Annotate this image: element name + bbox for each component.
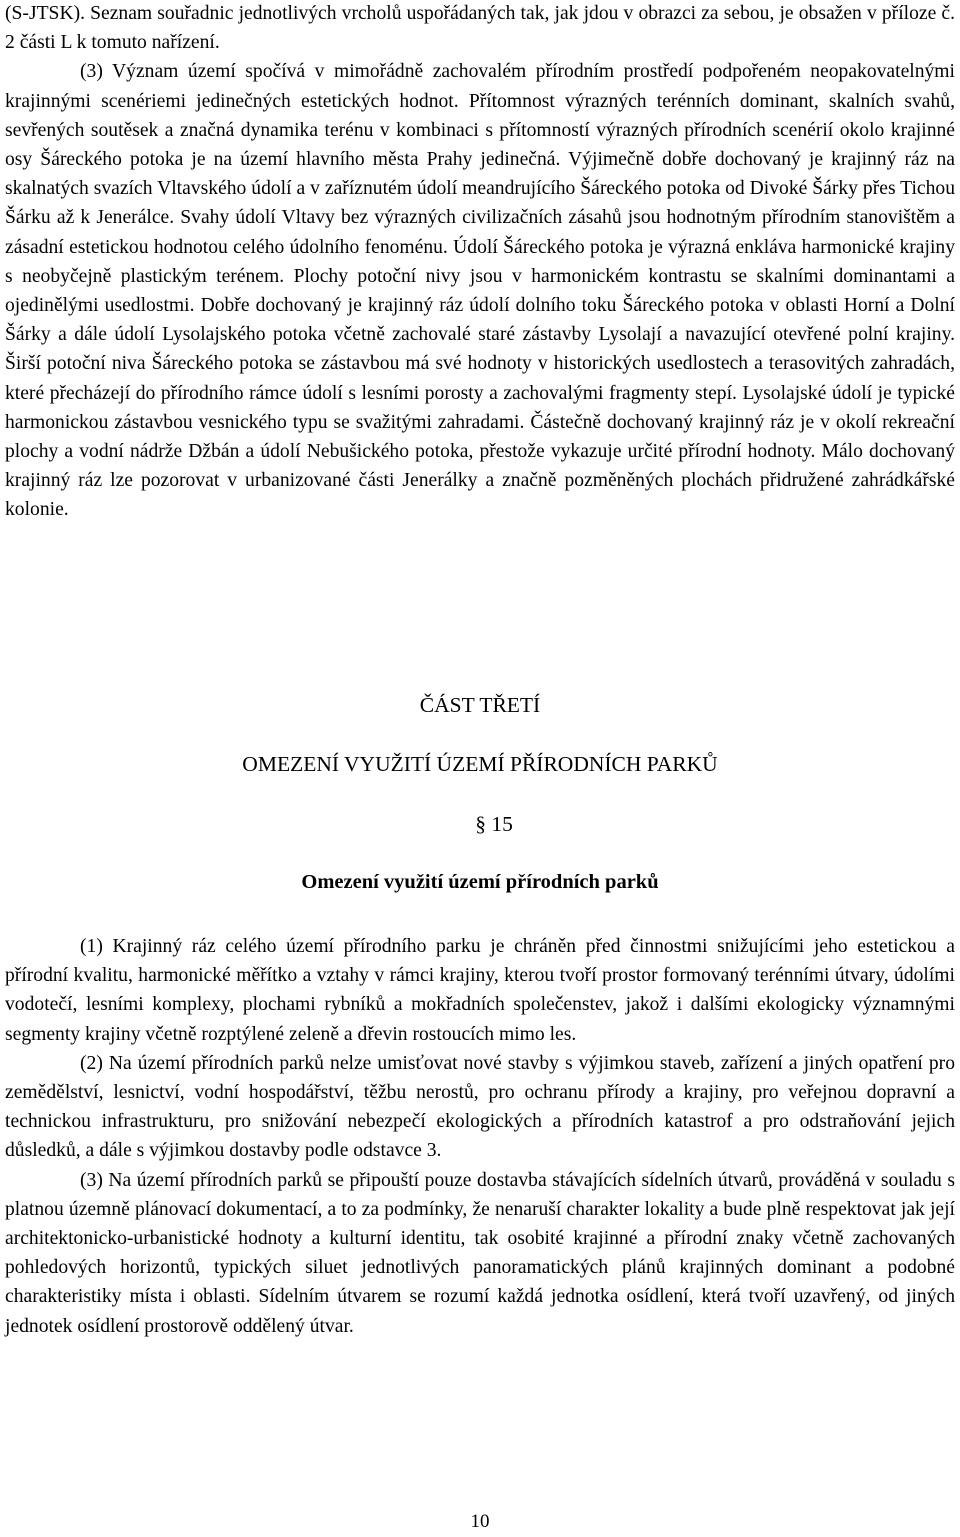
section-paragraph-1: (1) Krajinný ráz celého území přírodního parku je chráněn před činnostmi snižujícími jeho estetickou a přírodní kvalitu, harmonické měřítko a vztahy v rámci krajiny, kterou tvoří prostor formovaný terénními útvary, údolími vodotečí, lesními komplexy, plochami rybníků a mokřadních společenstev, jakož i dalšími ekologicky významnými segmenty krajiny včetně rozptýlené zeleně a dřevin rostoucích mimo les. [5, 936, 955, 1045]
opening-paragraphs [5, 0, 955, 525]
page-number: 10 [470, 1511, 490, 1532]
paragraph-continuation: (S-JTSK). Seznam souřadnic jednotlivých vrcholů uspořádaných tak, jak jdou v obrazci za sebou, je obsažen v příloze č. 2 části L k tomuto nařízení. [5, 3, 955, 54]
section-title: Omezení využití území přírodních parků [301, 871, 659, 893]
section-paragraph-3: (3) Na území přírodních parků se připouští pouze dostavba stávajících sídelních útvarů, prováděná v souladu s platnou územně plánovací dokumentací, a to za podmínky, že nenaruší charakter lokality a bude plně respektovat jak její architektonicko-urbanistické hodnoty a kulturní identitu, tak osobité krajinné a přírodní znaky včetně zachovaných pohledových horizontů, typických siluet jednotlivých panoramatických plánů krajinných dominant a podobné charakteristiky místa i oblasti. Sídelním útvarem se rozumí každá jednotka osídlení, která tvoří uzavřený, od jiných jednotek osídlení prostorově oddělený útvar. [5, 1169, 955, 1337]
paragraph-3-significance: (3) Význam území spočívá v mimořádně zachovalém přírodním prostředí podpořeném neopakovatelnými krajinnými scenériemi jedinečných estetických hodnot. Přítomnost výrazných terénních dominant, skalních svahů, sevřených soutěsek a značná dynamika terénu v kombinaci s přítomností výrazných přírodních scenérií okolo krajinné osy Šáreckého potoka je na území hlavního města Prahy jedinečná. Výjimečně dobře dochovaný je krajinný ráz na skalnatých svazích Vltavského údolí a v zaříznutém údolí meandrujícího Šáreckého potoka od Divoké Šárky přes Tichou Šárku až k Jenerálce. Svahy údolí Vltavy bez výrazných civilizačních zásahů jsou hodnotným přírodním stanovištěm a zásadní estetickou hodnotou celého údolního fenoménu. Údolí Šáreckého potoka je výrazná enkláva harmonické krajiny s neobyčejně plastickým terénem. Plochy potoční nivy jsou v harmonickém kontrastu se skalními dominantami a ojedinělými usedlostmi. Dobře dochovaný je krajinný ráz údolí dolního toku Šáreckého potoka v oblasti Horní a Dolní Šárky a dále údolí Lysolajského potoka včetně zachovalé staré zástavby Lysolají a navazující otevřené polní krajiny. Širší potoční niva Šáreckého potoka se zástavbou má své hodnoty v historických usedlostech a terasovitých zahradách, které přecházejí do přírodního rámce údolí s lesními porosty a zachovalými fragmenty stepí. Lysolajské údolí je typické harmonickou zástavbou vesnického typu se svažitými zahradami. Částečně dochovaný krajinný ráz je v okolí rekreační plochy a vodní nádrže Džbán a údolí Nebušického potoka, přestože vykazuje určité přírodní hodnoty. Málo dochovaný krajinný ráz lze pozorovat v urbanizované části Jenerálky a značně pozměněných plochách přidružené zahrádkářské kolonie. [5, 61, 955, 521]
section-number: § 15 [475, 812, 513, 836]
section-paragraphs [5, 932, 955, 1341]
section-paragraph-2: (2) Na území přírodních parků nelze umisťovat nové stavby s výjimkou staveb, zařízení a jiných opatření pro zemědělství, lesnictví, vodní hospodářství, těžbu nerostů, pro ochranu přírody a krajiny, pro veřejnou dopravní a technickou infrastrukturu, pro snižování nebezpečí ekologických a přírodních katastrof a pro odstraňování jejich důsledků, a dále s výjimkou dostavby podle odstavce 3. [5, 1052, 955, 1162]
part-title: ČÁST TŘETÍ [419, 693, 541, 717]
part-subtitle: OMEZENÍ VYUŽITÍ ÚZEMÍ PŘÍRODNÍCH PARKŮ [242, 752, 718, 776]
